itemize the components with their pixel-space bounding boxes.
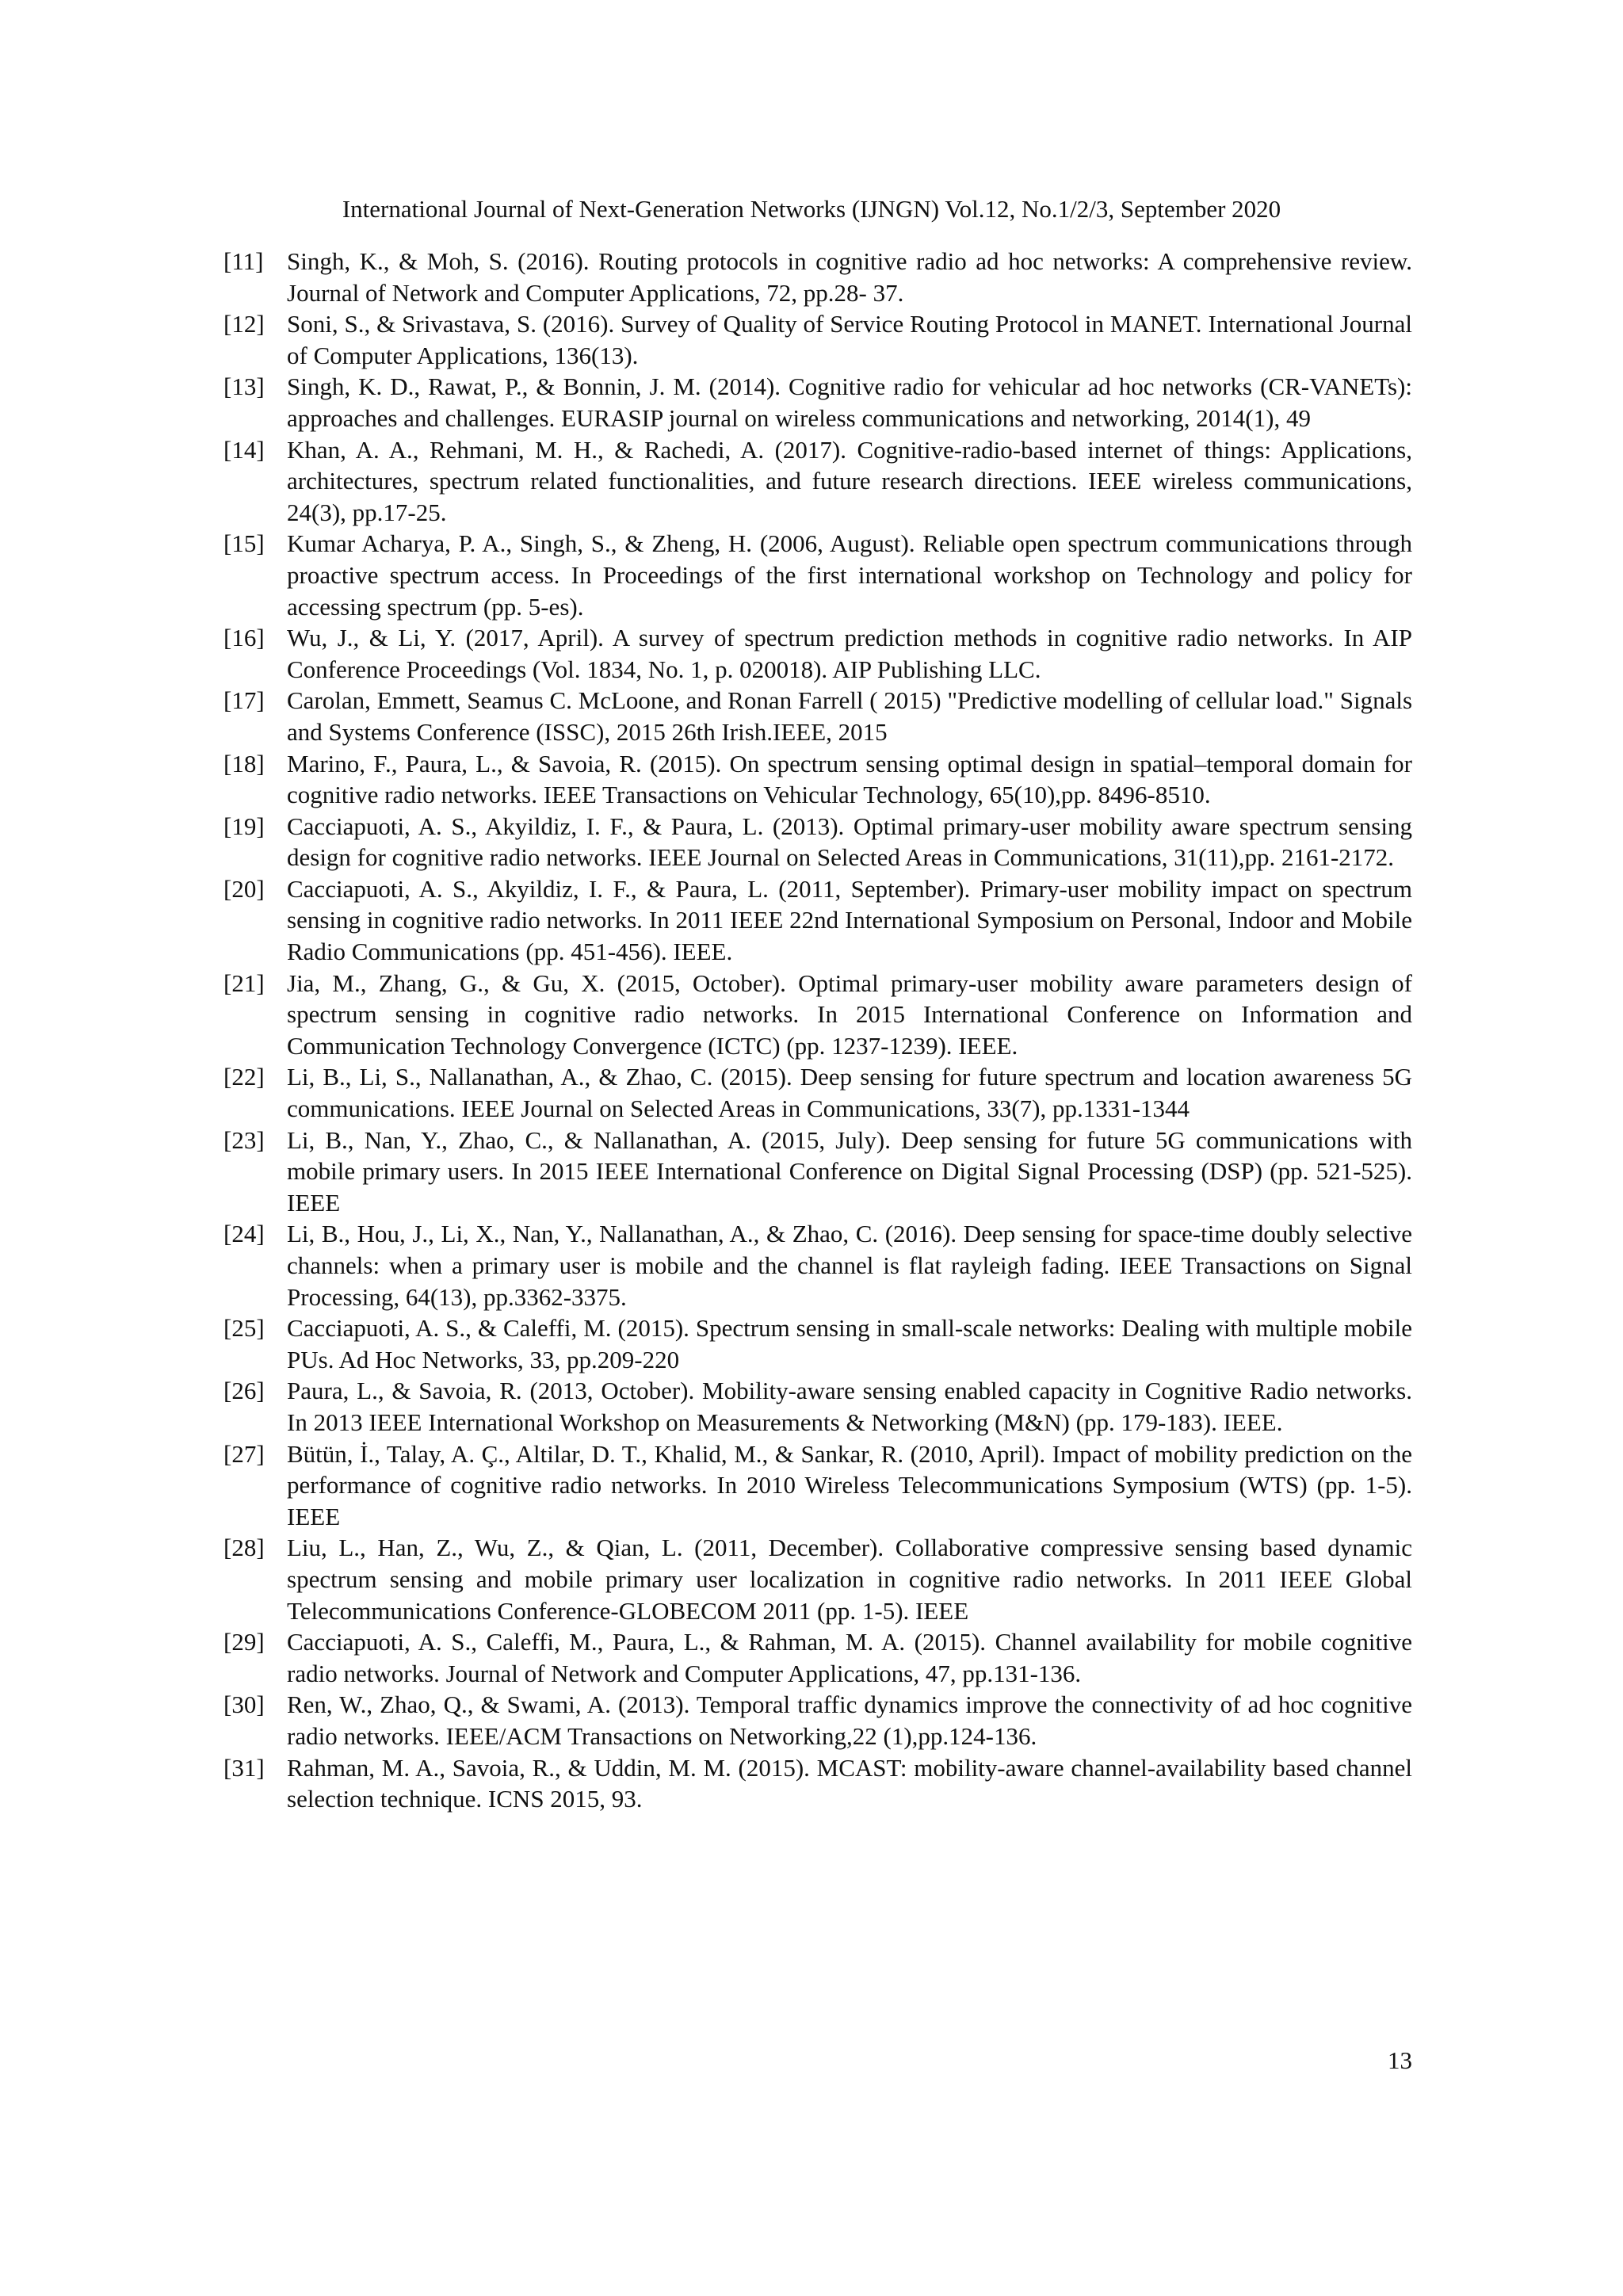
reference-text: Paura, L., & Savoia, R. (2013, October). Mobility-aware sensing enabled capacity in Cognitive Radio networks. In 2013 IEEE International Workshop on Measurements & Networking (M&N) (pp. 179-183). IEEE. (287, 1377, 1412, 1436)
reference-item (223, 968, 1412, 1062)
reference-text: Li, B., Nan, Y., Zhao, C., & Nallanathan, A. (2015, July). Deep sensing for future 5G communications with mobile primary users. In 2015 IEEE International Conference on Digital Signal Processing (DSP) (pp. 521-525). IEEE (287, 1125, 1412, 1217)
reference-text: Liu, L., Han, Z., Wu, Z., & Qian, L. (2011, December). Collaborative compressive sensing based dynamic spectrum sensing and mobile primary user localization in cognitive radio networks. In 2011 IEEE Global Telecommunications Conference-GLOBECOM 2011 (pp. 1-5). IEEE (287, 1534, 1412, 1625)
reference-item (223, 1752, 1412, 1815)
reference-number: [14] (223, 435, 265, 464)
reference-number: [28] (223, 1534, 265, 1562)
reference-text: Cacciapuoti, A. S., Akyildiz, I. F., & Paura, L. (2011, September). Primary-user mobility impact on spectrum sensing in cognitive radio networks. In 2011 IEEE 22nd International Symposium on Personal, Indoor and Mobile Radio Communications (pp. 451-456). IEEE. (287, 874, 1412, 966)
reference-text: Ren, W., Zhao, Q., & Swami, A. (2013). Temporal traffic dynamics improve the connectivity of ad hoc cognitive radio networks. IEEE/ACM Transactions on Networking,22 (1),pp.124-136. (287, 1690, 1412, 1750)
reference-text: Marino, F., Paura, L., & Savoia, R. (2015). On spectrum sensing optimal design in spatial–temporal domain for cognitive radio networks. IEEE Transactions on Vehicular Technology, 65(10),pp. 8496-8510. (287, 749, 1412, 809)
reference-number: [22] (223, 1063, 265, 1091)
reference-number: [12] (223, 310, 265, 338)
reference-number: [27] (223, 1439, 265, 1468)
reference-text: Singh, K., & Moh, S. (2016). Routing protocols in cognitive radio ad hoc networks: A comprehensive review. Journal of Network and Computer Applications, 72, pp.28- 37. (287, 247, 1412, 307)
reference-number: [16] (223, 624, 265, 652)
reference-text: Jia, M., Zhang, G., & Gu, X. (2015, October). Optimal primary-user mobility aware parameters design of spectrum sensing in cognitive radio networks. In 2015 International Conference on Information and Communication Technology Convergence (ICTC) (pp. 1237-1239). IEEE. (287, 968, 1412, 1060)
reference-number: [13] (223, 372, 265, 401)
reference-number: [29] (223, 1628, 265, 1656)
reference-number: [21] (223, 968, 265, 997)
reference-number: [20] (223, 874, 265, 903)
reference-item (223, 308, 1412, 371)
reference-number: [11] (223, 247, 264, 275)
reference-number: [24] (223, 1220, 265, 1248)
reference-number: [25] (223, 1314, 265, 1343)
reference-number: [23] (223, 1125, 265, 1154)
reference-item (223, 1312, 1412, 1375)
reference-item (223, 1375, 1412, 1438)
reference-item (223, 1125, 1412, 1219)
reference-list (223, 246, 1412, 1815)
running-header: International Journal of Next-Generation Networks (IJNGN) Vol.12, No.1/2/3, September 2020 (342, 195, 1281, 223)
reference-text: Li, B., Li, S., Nallanathan, A., & Zhao, C. (2015). Deep sensing for future spectrum and location awareness 5G communications. IEEE Journal on Selected Areas in Communications, 33(7), pp.1331-1344 (287, 1063, 1412, 1123)
reference-item (223, 246, 1412, 308)
reference-text: Singh, K. D., Rawat, P., & Bonnin, J. M. (2014). Cognitive radio for vehicular ad hoc networks (CR-VANETs): approaches and challenges. EURASIP journal on wireless communications and networking, 2014(1), 49 (287, 372, 1412, 432)
reference-text: Khan, A. A., Rehmani, M. H., & Rachedi, A. (2017). Cognitive-radio-based internet of things: Applications, architectures, spectrum related functionalities, and future research directions. IEEE wireless communications, 24(3), pp.17-25. (287, 435, 1412, 526)
reference-item (223, 622, 1412, 685)
reference-text: Bütün, İ., Talay, A. Ç., Altilar, D. T., Khalid, M., & Sankar, R. (2010, April). Impact of mobility prediction on the performance of cognitive radio networks. In 2010 Wireless Telecommunications Symposium (WTS) (pp. 1-5). IEEE (287, 1439, 1412, 1530)
reference-text: Cacciapuoti, A. S., & Caleffi, M. (2015). Spectrum sensing in small-scale networks: Dealing with multiple mobile PUs. Ad Hoc Networks, 33, pp.209-220 (287, 1314, 1412, 1373)
reference-item (223, 371, 1412, 434)
reference-item (223, 1061, 1412, 1124)
reference-number: [31] (223, 1753, 265, 1782)
reference-item (223, 1689, 1412, 1752)
reference-item (223, 1218, 1412, 1312)
reference-text: Carolan, Emmett, Seamus C. McLoone, and Ronan Farrell ( 2015) "Predictive modelling of cellular load." Signals and Systems Conference (ISSC), 2015 26th Irish.IEEE, 2015 (287, 686, 1413, 746)
reference-item (223, 873, 1412, 968)
reference-item (223, 1438, 1412, 1533)
reference-text: Soni, S., & Srivastava, S. (2016). Survey of Quality of Service Routing Protocol in MANET. International Journal of Computer Applications, 136(13). (287, 310, 1412, 369)
reference-item (223, 685, 1412, 747)
reference-text: Cacciapuoti, A. S., Caleffi, M., Paura, L., & Rahman, M. A. (2015). Channel availability for mobile cognitive radio networks. Journal of Network and Computer Applications, 47, pp.131-136. (287, 1628, 1412, 1687)
reference-text: Kumar Acharya, P. A., Singh, S., & Zheng, H. (2006, August). Reliable open spectrum communications through proactive spectrum access. In Proceedings of the first international workshop on Technology and policy for accessing spectrum (pp. 5-es). (287, 529, 1412, 621)
reference-text: Wu, J., & Li, Y. (2017, April). A survey of spectrum prediction methods in cognitive radio networks. In AIP Conference Proceedings (Vol. 1834, No. 1, p. 020018). AIP Publishing LLC. (287, 624, 1412, 683)
reference-item (223, 434, 1412, 529)
reference-text: Rahman, M. A., Savoia, R., & Uddin, M. M. (2015). MCAST: mobility-aware channel-availability based channel selection technique. ICNS 2015, 93. (287, 1753, 1412, 1813)
reference-item (223, 1626, 1412, 1689)
reference-number: [19] (223, 812, 265, 840)
reference-text: Li, B., Hou, J., Li, X., Nan, Y., Nallanathan, A., & Zhao, C. (2016). Deep sensing for space-time doubly selective channels: when a primary user is mobile and the channel is flat rayleigh fading. IEEE Transactions on Signal Processing, 64(13), pp.3362-3375. (287, 1220, 1412, 1311)
reference-text: Cacciapuoti, A. S., Akyildiz, I. F., & Paura, L. (2013). Optimal primary-user mobility aware spectrum sensing design for cognitive radio networks. IEEE Journal on Selected Areas in Communications, 31(11),pp. 2161-2172. (287, 812, 1412, 872)
page-number: 13 (1388, 2046, 1412, 2074)
reference-number: [30] (223, 1690, 265, 1719)
reference-item (223, 1532, 1412, 1626)
reference-item (223, 811, 1412, 873)
reference-number: [26] (223, 1377, 265, 1405)
reference-item (223, 748, 1412, 811)
reference-number: [15] (223, 529, 265, 558)
reference-number: [18] (223, 749, 265, 777)
reference-item (223, 528, 1412, 622)
reference-number: [17] (223, 686, 265, 715)
